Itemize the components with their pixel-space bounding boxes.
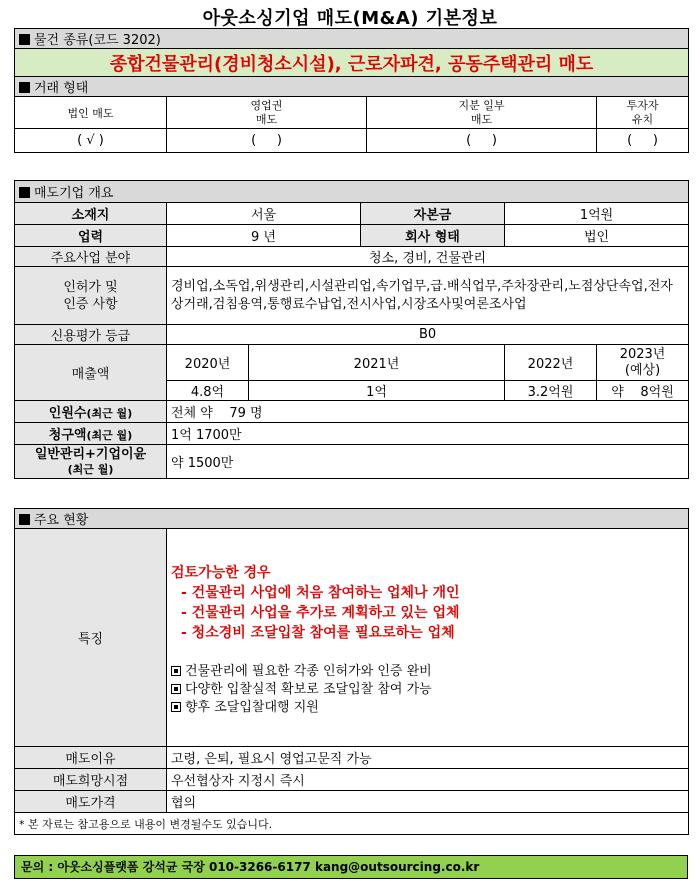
feature-label: 특징 (15, 529, 167, 747)
sales-year-2022: 2022년 (505, 345, 597, 381)
deal-mark-goodwill[interactable]: ( ) (167, 129, 367, 153)
billing-value: 1억 1700만 (167, 423, 689, 445)
sales-year-2020: 2020년 (167, 345, 249, 381)
square-bullet-icon (19, 514, 30, 525)
staff-label: 인원수(최근 월) (15, 401, 167, 423)
checked-box-icon (171, 702, 181, 712)
sales-year-2023: 2023년 (예상) (597, 345, 689, 381)
timing-label: 매도희망시점 (15, 769, 167, 791)
category-value: 종합건물관리(경비청소시설), 근로자파견, 공동주택관리 매도 (15, 49, 689, 77)
square-bullet-icon (19, 34, 30, 45)
business-value: 청소, 경비, 건물관리 (167, 247, 689, 267)
status-table (14, 508, 689, 835)
sales-value-2020: 4.8억 (167, 381, 249, 401)
sales-label: 매출액 (15, 345, 167, 401)
capital-value: 1억원 (505, 203, 689, 225)
review-item: - 건물관리 사업에 처음 참여하는 업체나 개인 (181, 585, 460, 601)
status-header: 주요 현황 (15, 509, 689, 529)
location-value: 서울 (167, 203, 361, 225)
category-deal-table (14, 28, 689, 153)
license-label: 인허가 및 인증 사항 (15, 267, 167, 325)
deal-mark-partial[interactable]: ( ) (367, 129, 597, 153)
reason-value: 고령, 은퇴, 필요시 영업고문직 가능 (167, 747, 689, 769)
check-item: 건물관리에 필요한 각종 인허가와 인증 완비 (171, 663, 684, 681)
sales-value-2021: 1억 (249, 381, 505, 401)
square-bullet-icon (19, 82, 30, 93)
price-value: 협의 (167, 791, 689, 813)
review-item: - 건물관리 사업을 추가로 계획하고 있는 업체 (181, 605, 460, 621)
sales-year-2021: 2021년 (249, 345, 505, 381)
page-title: 아웃소싱기업 매도(M&A) 기본정보 (202, 8, 498, 29)
square-bullet-icon (19, 187, 30, 198)
deal-col-corporate: 법인 매도 (15, 97, 167, 129)
checked-box-icon (171, 666, 181, 676)
deal-mark-investor[interactable]: ( ) (597, 129, 689, 153)
deal-col-goodwill: 영업권 매도 (167, 97, 367, 129)
overview-table (14, 180, 689, 479)
history-value: 9 년 (167, 225, 361, 247)
review-title: 검토가능한 경우 (171, 565, 271, 581)
billing-label: 청구액(최근 월) (15, 423, 167, 445)
review-item: - 청소경비 조달입찰 참여를 필요로하는 업체 (181, 625, 455, 641)
checked-box-icon (171, 684, 181, 694)
reason-label: 매도이유 (15, 747, 167, 769)
capital-label: 자본금 (361, 203, 505, 225)
deal-mark-corporate[interactable]: ( √ ) (15, 129, 167, 153)
check-item: 향후 조달입찰대행 지원 (171, 699, 684, 717)
feature-content (167, 529, 689, 747)
disclaimer-note: * 본 자료는 참고용으로 내용이 변경될수도 있습니다. (15, 813, 689, 835)
fee-label: 일반관리+기업이윤 (최근 월) (15, 445, 167, 479)
license-value: 경비업,소독업,위생관리,시설관리업,속기업무,급.배식업무,주차장관리,노점상단속업,전자상거래,검침용역,통행료수납업,전시사업,시장조사및여론조사업 (167, 267, 689, 325)
sales-value-2022: 3.2억원 (505, 381, 597, 401)
price-label: 매도가격 (15, 791, 167, 813)
sales-value-2023: 약 8억원 (597, 381, 689, 401)
location-label: 소재지 (15, 203, 167, 225)
category-header: 물건 종류(코드 3202) (15, 29, 689, 49)
credit-value: B0 (167, 325, 689, 345)
timing-value: 우선협상자 지정시 즉시 (167, 769, 689, 791)
deal-col-partial: 지분 일부 매도 (367, 97, 597, 129)
staff-value: 전체 약 79 명 (167, 401, 689, 423)
company-type-label: 회사 형태 (361, 225, 505, 247)
contact-bar[interactable]: 문의 : 아웃소싱플랫폼 강석균 국장 010-3266-6177 kang@outsourcing.co.kr (14, 855, 688, 879)
overview-header: 매도기업 개요 (15, 181, 689, 203)
company-type-value: 법인 (505, 225, 689, 247)
credit-label: 신용평가 등급 (15, 325, 167, 345)
history-label: 업력 (15, 225, 167, 247)
deal-col-investor: 투자자 유치 (597, 97, 689, 129)
deal-header: 거래 형태 (15, 77, 689, 97)
fee-value: 약 1500만 (167, 445, 689, 479)
business-label: 주요사업 분야 (15, 247, 167, 267)
check-item: 다양한 입찰실적 확보로 조달입찰 참여 가능 (171, 681, 684, 699)
